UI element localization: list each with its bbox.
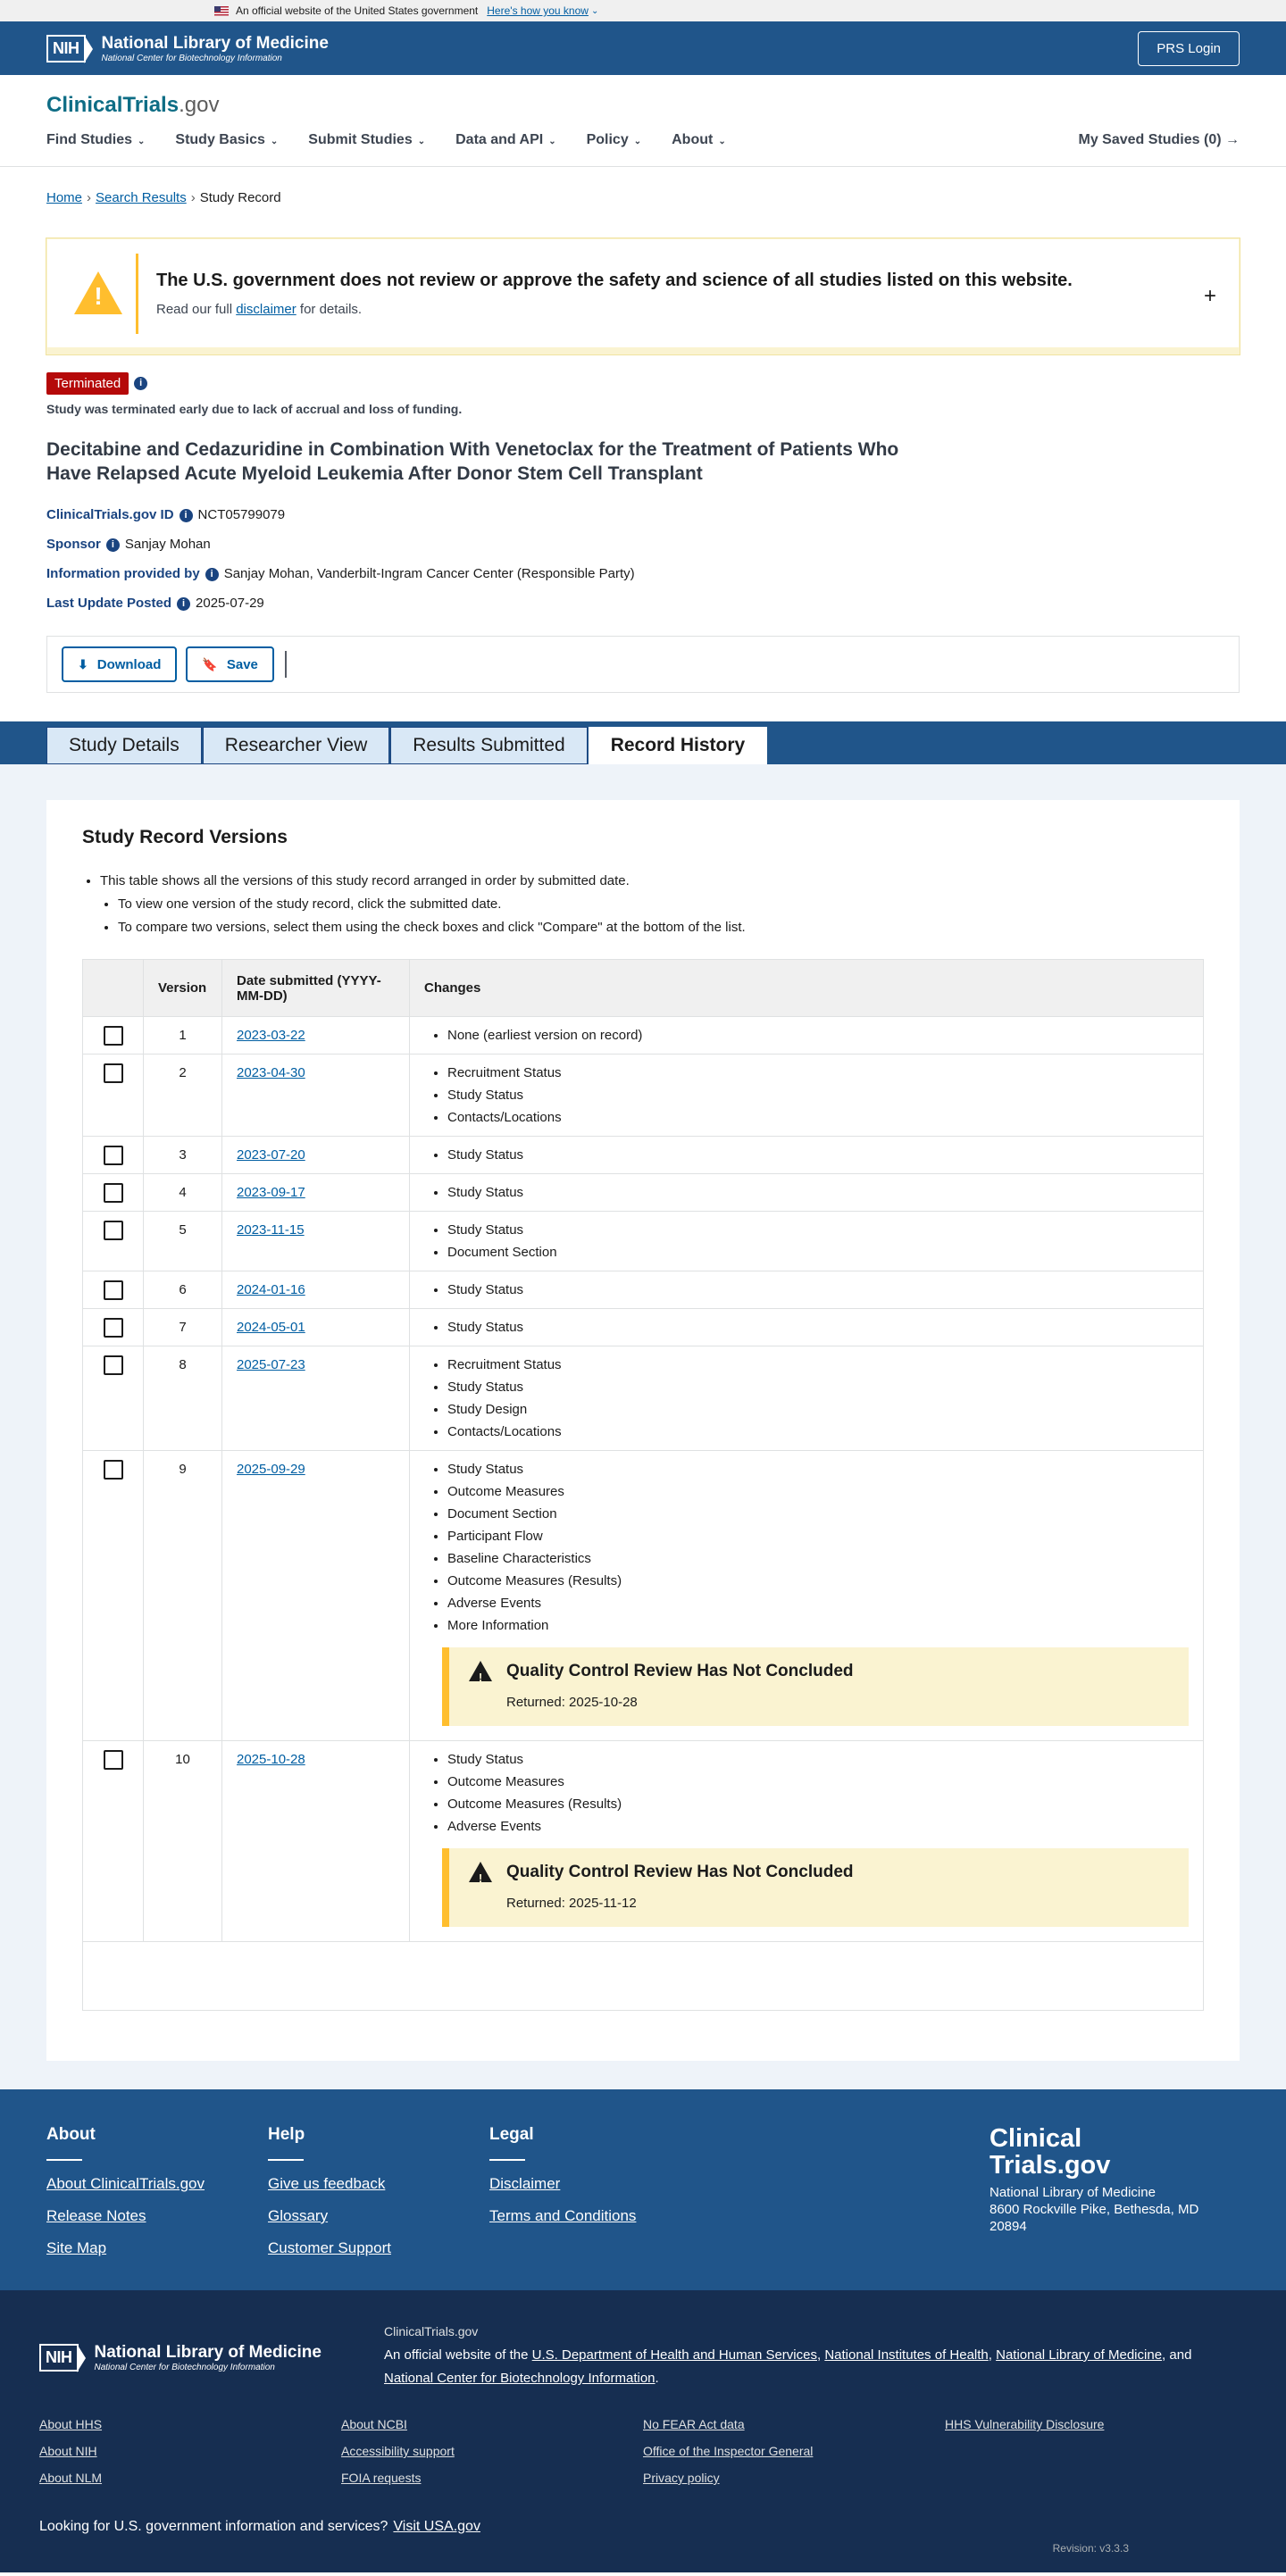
- versions-table: [82, 959, 1204, 2011]
- footer-link[interactable]: Accessibility support: [341, 2444, 455, 2458]
- nav-find-studies[interactable]: Find Studies ⌄: [46, 132, 146, 147]
- chevron-down-icon: ⌄: [633, 137, 642, 146]
- meta-last-update: Last Update Posted i 2025-07-29: [46, 596, 264, 611]
- footer-link[interactable]: Give us feedback: [268, 2175, 386, 2192]
- change-item: • Adverse Events: [447, 1815, 1203, 1838]
- table-footer: [83, 1942, 1203, 2010]
- breadcrumb-search-results[interactable]: Search Results: [96, 190, 187, 205]
- table-row: [83, 1741, 1203, 1942]
- compare-checkbox[interactable]: [104, 1221, 123, 1240]
- download-icon: ⬇: [78, 656, 88, 671]
- gov-banner-text: An official website of the United States government: [236, 4, 479, 17]
- compare-checkbox[interactable]: [104, 1460, 123, 1480]
- footer-link[interactable]: FOIA requests: [341, 2471, 422, 2485]
- chevron-down-icon: ⌄: [270, 137, 279, 146]
- footer-link[interactable]: Release Notes: [46, 2207, 146, 2224]
- nlm-footer-logo[interactable]: NIH National Library of Medicine National Center for Biotechnology Information: [39, 2324, 384, 2390]
- change-item: • Study Status: [447, 1748, 1203, 1771]
- nih-logo-mark: NIH: [46, 35, 86, 63]
- footer-legal: Legal Disclaimer Terms and Conditions: [489, 2125, 711, 2290]
- bookmark-icon: 🔖: [202, 656, 218, 671]
- changes-list: [428, 1279, 1203, 1301]
- compare-checkbox[interactable]: [104, 1146, 123, 1165]
- compare-checkbox[interactable]: [104, 1280, 123, 1300]
- footer-about: About About ClinicalTrials.gov Release Notes Site Map: [46, 2125, 268, 2290]
- clinicaltrials-logo[interactable]: ClinicalTrials.gov: [46, 93, 220, 117]
- version-date-link[interactable]: 2023-11-15: [237, 1222, 305, 1238]
- changes-list: [428, 1181, 1203, 1204]
- footer-link[interactable]: Customer Support: [268, 2239, 391, 2256]
- versions-section: [0, 764, 1286, 2089]
- table-row: [83, 1017, 1203, 1055]
- change-item: • Study Status: [447, 1084, 1203, 1106]
- nlm-link[interactable]: National Library of Medicine: [996, 2347, 1163, 2363]
- expand-plus-icon[interactable]: +: [1203, 284, 1216, 308]
- chevron-down-icon: ⌄: [417, 137, 426, 146]
- change-item: • Study Status: [447, 1181, 1203, 1204]
- revision-text: Revision: v3.3.3: [1052, 2542, 1129, 2555]
- footer-brand: [990, 2125, 1240, 2290]
- change-item: • Participant Flow: [447, 1525, 1203, 1547]
- col-version: Version: [144, 960, 222, 1017]
- info-icon[interactable]: i: [177, 597, 190, 611]
- compare-checkbox[interactable]: [104, 1063, 123, 1083]
- version-date-link[interactable]: 2023-07-20: [237, 1147, 305, 1163]
- changes-list: [428, 1062, 1203, 1129]
- change-item: • Recruitment Status: [447, 1062, 1203, 1084]
- alert-divider: [136, 254, 138, 334]
- table-row: [83, 1451, 1203, 1741]
- footer-link[interactable]: Disclaimer: [489, 2175, 561, 2192]
- change-item: • Study Design: [447, 1398, 1203, 1421]
- gov-banner: [0, 0, 1286, 21]
- meta-info-provided: Information provided by i Sanjay Mohan, Vanderbilt-Ingram Cancer Center (Responsible Party): [46, 566, 635, 581]
- qc-alert: ! Quality Control Review Has Not Concluded Returned: 2025-11-12: [442, 1848, 1189, 1927]
- version-date-link[interactable]: 2023-09-17: [237, 1185, 305, 1200]
- changes-list: [428, 1024, 1203, 1046]
- disclaimer-text: Read our full disclaimer for details.: [156, 301, 363, 317]
- change-item: • Study Status: [447, 1279, 1203, 1301]
- nih-header: [0, 21, 1286, 75]
- chevron-right-icon: ›: [87, 190, 92, 205]
- table-row: [83, 1174, 1203, 1212]
- version-date-link[interactable]: 2024-05-01: [237, 1320, 305, 1335]
- change-item: • Outcome Measures (Results): [447, 1793, 1203, 1815]
- arrow-right-icon: →: [1225, 132, 1240, 147]
- changes-list: [428, 1748, 1203, 1838]
- version-number: 7: [144, 1309, 222, 1346]
- footer-link[interactable]: About HHS: [39, 2417, 103, 2431]
- status-badge: Terminated: [46, 372, 129, 395]
- changes-list: [428, 1458, 1203, 1637]
- qc-alert: ! Quality Control Review Has Not Concluded Returned: 2025-10-28: [442, 1647, 1189, 1726]
- changes-list: [428, 1354, 1203, 1443]
- versions-title: Study Record Versions: [82, 827, 288, 847]
- footer-link[interactable]: Glossary: [268, 2207, 329, 2224]
- termination-note: Study was terminated early due to lack of accrual and loss of funding.: [46, 402, 463, 416]
- nih-link[interactable]: National Institutes of Health: [824, 2347, 989, 2363]
- footer-logo[interactable]: Clinical Trials.gov: [990, 2124, 1111, 2180]
- nih-logo-mark: NIH: [39, 2344, 79, 2372]
- chevron-down-icon: ⌄: [138, 137, 146, 146]
- disclaimer-title: The U.S. government does not review or approve the safety and science of all studies listed on this website.: [156, 270, 1073, 290]
- footer-address: National Library of Medicine 8600 Rockville Pike, Bethesda, MD 20894: [990, 2185, 1199, 2234]
- breadcrumb-current: Study Record: [199, 190, 281, 205]
- tab-record-history[interactable]: Record History: [589, 727, 768, 764]
- version-number: 6: [144, 1271, 222, 1308]
- compare-checkbox[interactable]: [104, 1183, 123, 1203]
- version-date-link[interactable]: 2023-04-30: [237, 1065, 305, 1080]
- change-item: • Baseline Characteristics: [447, 1547, 1203, 1570]
- info-icon[interactable]: i: [134, 377, 147, 390]
- site-header: [0, 75, 1286, 167]
- change-item: • Study Status: [447, 1144, 1203, 1166]
- nav-policy[interactable]: Policy ⌄: [586, 132, 642, 147]
- changes-list: [428, 1219, 1203, 1263]
- change-item: • Study Status: [447, 1316, 1203, 1338]
- versions-card: [46, 800, 1240, 2061]
- col-changes: Changes: [424, 980, 481, 996]
- instructions: • This table shows all the versions of this study record arranged in order by submitted date. • To view one version of the study record, click the submitted date. • To compare two versions, select them using the check boxes and click "Compare" at the bottom of the list.: [100, 870, 1204, 939]
- usa-gov-line: Looking for U.S. government information and services? Visit USA.gov: [39, 2519, 480, 2534]
- chevron-down-icon: ⌄: [590, 5, 599, 16]
- ncbi-subtitle: National Center for Biotechnology Information: [101, 53, 282, 63]
- info-icon[interactable]: i: [205, 568, 219, 581]
- change-item: • Study Status: [447, 1376, 1203, 1398]
- heres-how-you-know-link[interactable]: Here's how you know: [487, 4, 589, 17]
- chevron-down-icon: ⌄: [548, 137, 556, 146]
- footer-link[interactable]: About NLM: [39, 2471, 103, 2485]
- info-icon[interactable]: i: [106, 538, 120, 552]
- hhs-link[interactable]: U.S. Department of Health and Human Services: [531, 2347, 817, 2363]
- prs-login-button[interactable]: PRS Login: [1138, 31, 1240, 66]
- change-item: • Study Status: [447, 1219, 1203, 1241]
- footer-link[interactable]: Office of the Inspector General: [643, 2444, 814, 2458]
- footer-link[interactable]: Privacy policy: [643, 2471, 720, 2485]
- breadcrumb: [0, 167, 1286, 238]
- change-item: • Outcome Measures (Results): [447, 1570, 1203, 1592]
- nav-submit-studies[interactable]: Submit Studies ⌄: [308, 132, 426, 147]
- study-title: Decitabine and Cedazuridine in Combination With Venetoclax for the Treatment of Patients Who Have Relapsed Acute Myeloid Leukemia After Donor Stem Cell Transplant: [46, 439, 899, 484]
- footer-link[interactable]: No FEAR Act data: [643, 2417, 745, 2431]
- footer-official-text: An official website of the U.S. Department of Health and Human Services, National Institutes of Health, National Library of Medicine, and National Center for Biotechnology Information.: [384, 2347, 1192, 2386]
- nlm-title: National Library of Medicine: [101, 33, 329, 53]
- footer-top: [0, 2089, 1286, 2290]
- footer-link[interactable]: Terms and Conditions: [489, 2207, 637, 2224]
- version-date-link[interactable]: 2025-07-23: [237, 1357, 305, 1372]
- my-saved-studies-link[interactable]: My Saved Studies (0) →: [1078, 132, 1240, 147]
- footer-link[interactable]: About NIH: [39, 2444, 97, 2458]
- warning-icon: !: [74, 271, 122, 316]
- footer-link[interactable]: Site Map: [46, 2239, 107, 2256]
- disclaimer-link[interactable]: disclaimer: [236, 301, 296, 317]
- table-row: [83, 1309, 1203, 1346]
- divider: [285, 651, 287, 678]
- table-body: [83, 1017, 1203, 1942]
- table-row: [83, 1271, 1203, 1309]
- action-bar: [46, 636, 1240, 693]
- version-number: 1: [144, 1017, 222, 1054]
- chevron-down-icon: ⌄: [718, 137, 726, 146]
- tab-results-submitted[interactable]: Results Submitted: [390, 727, 587, 764]
- compare-checkbox[interactable]: [104, 1355, 123, 1375]
- version-date-link[interactable]: 2025-09-29: [237, 1462, 305, 1477]
- table-row: [83, 1346, 1203, 1451]
- compare-checkbox[interactable]: [104, 1750, 123, 1770]
- study-summary: [0, 354, 1286, 693]
- tab-researcher-view[interactable]: Researcher View: [203, 727, 390, 764]
- change-item: • More Information: [447, 1614, 1203, 1637]
- disclaimer-alert: [46, 238, 1240, 354]
- change-item: • Recruitment Status: [447, 1354, 1203, 1376]
- changes-list: [428, 1316, 1203, 1338]
- change-item: • Contacts/Locations: [447, 1106, 1203, 1129]
- version-number: 10: [144, 1741, 222, 1941]
- change-item: • Outcome Measures: [447, 1771, 1203, 1793]
- changes-list: [428, 1144, 1203, 1166]
- table-row: [83, 1212, 1203, 1271]
- table-header: [83, 960, 1203, 1017]
- version-date-link[interactable]: 2024-01-16: [237, 1282, 305, 1297]
- table-row: [83, 1055, 1203, 1137]
- nav-about[interactable]: About ⌄: [672, 132, 726, 147]
- nav-data-and-api[interactable]: Data and API ⌄: [455, 132, 556, 147]
- change-item: • Document Section: [447, 1241, 1203, 1263]
- meta-id: ClinicalTrials.gov ID i NCT05799079: [46, 507, 286, 522]
- version-number: 3: [144, 1137, 222, 1173]
- col-date: Date submitted (YYYY-MM-DD): [222, 960, 410, 1017]
- version-number: 9: [144, 1451, 222, 1740]
- main-nav: [46, 132, 1240, 148]
- warning-icon: !: [469, 1862, 492, 1883]
- footer-link[interactable]: About ClinicalTrials.gov: [46, 2175, 205, 2192]
- change-item: • Contacts/Locations: [447, 1421, 1203, 1443]
- change-item: • Outcome Measures: [447, 1480, 1203, 1503]
- tabs-bar: [0, 721, 1286, 764]
- warning-icon: !: [469, 1661, 492, 1682]
- table-row: [83, 1137, 1203, 1174]
- version-number: 5: [144, 1212, 222, 1271]
- nlm-logo[interactable]: [46, 34, 329, 63]
- info-icon[interactable]: i: [180, 509, 193, 522]
- footer-bottom: [0, 2290, 1286, 2572]
- ncbi-link[interactable]: National Center for Biotechnology Information: [384, 2371, 656, 2386]
- tab-study-details[interactable]: Study Details: [46, 727, 202, 764]
- version-date-link[interactable]: 2025-10-28: [237, 1752, 305, 1767]
- breadcrumb-home[interactable]: Home: [46, 190, 83, 205]
- change-item: • None (earliest version on record): [447, 1024, 1203, 1046]
- version-number: 4: [144, 1174, 222, 1211]
- footer-bottom-links: [39, 2417, 1247, 2497]
- save-button[interactable]: 🔖 Save: [186, 646, 273, 682]
- change-item: • Adverse Events: [447, 1592, 1203, 1614]
- nav-study-basics[interactable]: Study Basics ⌄: [175, 132, 279, 147]
- compare-checkbox[interactable]: [104, 1026, 123, 1046]
- download-button[interactable]: ⬇ Download: [62, 646, 177, 682]
- change-item: • Study Status: [447, 1458, 1203, 1480]
- footer-small-title: ClinicalTrials.gov: [384, 2324, 479, 2338]
- change-item: • Document Section: [447, 1503, 1203, 1525]
- footer-link[interactable]: HHS Vulnerability Disclosure: [945, 2417, 1105, 2431]
- us-flag-icon: [214, 6, 229, 16]
- chevron-right-icon: ›: [190, 190, 196, 205]
- usa-gov-link[interactable]: Visit USA.gov: [393, 2519, 480, 2534]
- version-number: 8: [144, 1346, 222, 1450]
- version-date-link[interactable]: 2023-03-22: [237, 1028, 305, 1043]
- footer-help: Help Give us feedback Glossary Customer Support: [268, 2125, 489, 2290]
- meta-sponsor: Sponsor i Sanjay Mohan: [46, 537, 211, 552]
- version-number: 2: [144, 1055, 222, 1136]
- footer-link[interactable]: About NCBI: [341, 2417, 407, 2431]
- compare-checkbox[interactable]: [104, 1318, 123, 1338]
